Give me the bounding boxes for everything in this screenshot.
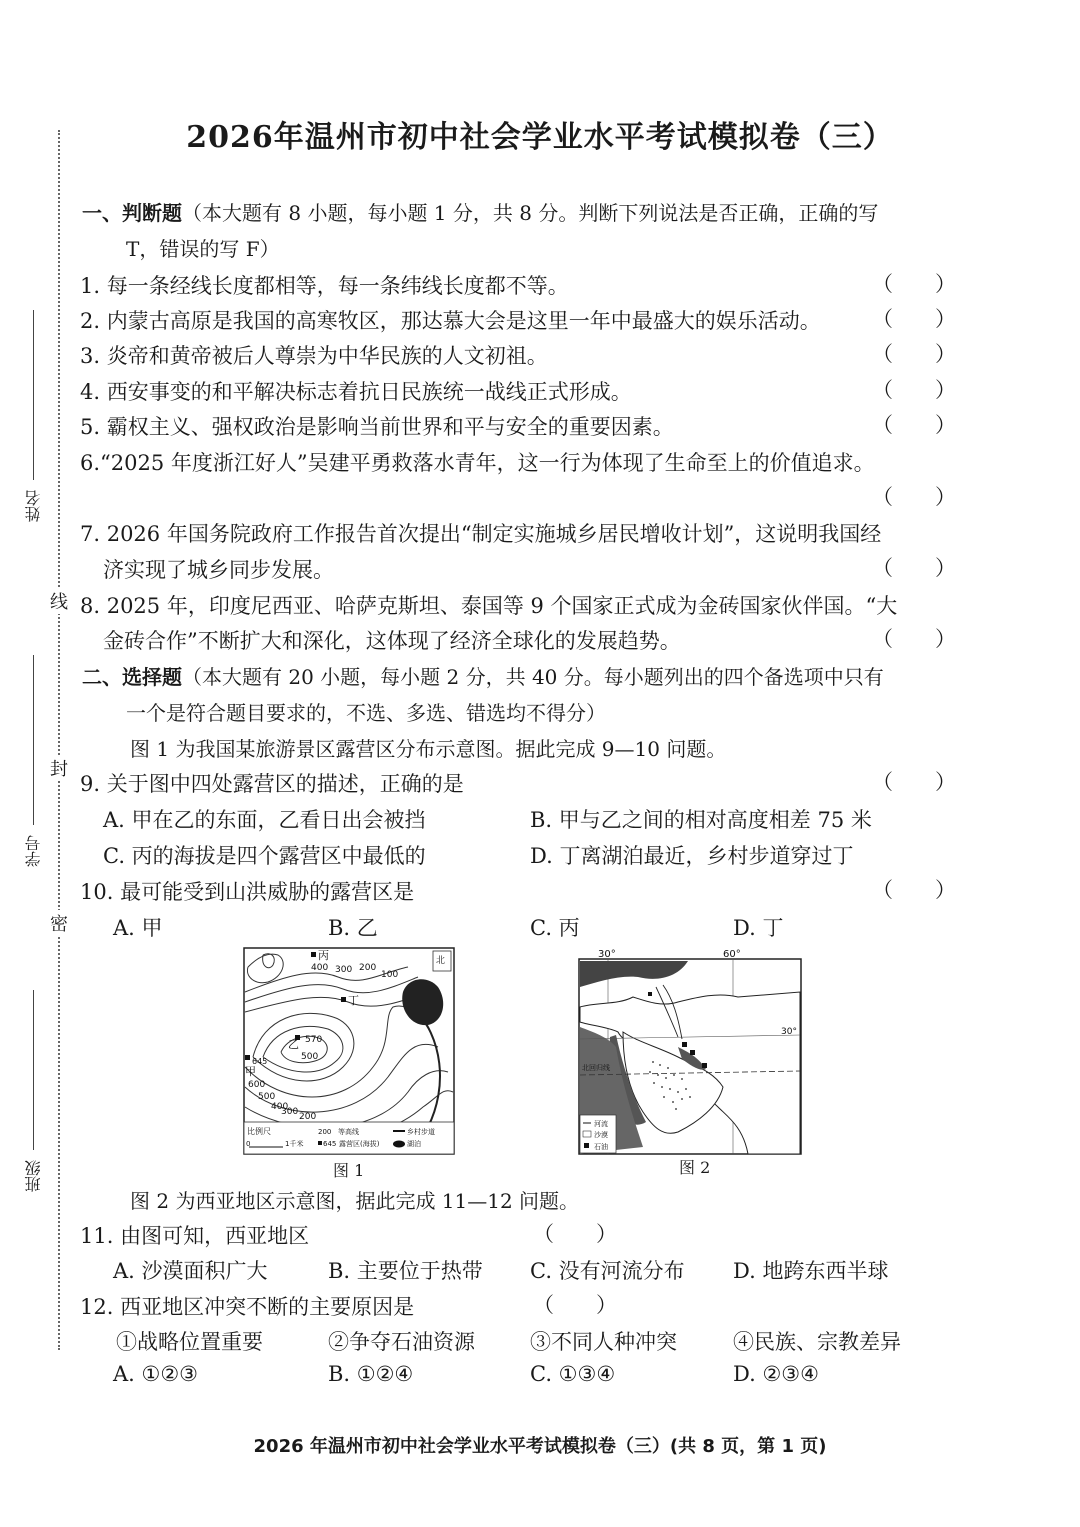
judge-item-6: 6.“2025 年度浙江好人”吴建平勇救落水青年，这一行为体现了生命至上的价值追求。 (80, 451, 875, 475)
fig2-lon-30: 30° (598, 949, 616, 960)
seal-mark-feng: 封 (50, 755, 68, 781)
q11-option-c[interactable]: C. 没有河流分布 (530, 1259, 685, 1283)
q12-statement-2: ②争夺石油资源 (328, 1330, 475, 1354)
q10-option-c[interactable]: C. 丙 (530, 916, 580, 940)
q11-stem: 11. 由图可知，西亚地区 (80, 1224, 310, 1248)
answer-blank-4[interactable]: （ ） (872, 378, 956, 402)
contour-label: 300 (281, 1107, 299, 1117)
q11-option-a[interactable]: A. 沙漠面积广大 (113, 1259, 268, 1283)
judge-item-5: 5. 霸权主义、强权政治是影响当前世界和平与安全的重要因素。 (80, 415, 674, 439)
q10-option-a[interactable]: A. 甲 (113, 916, 163, 940)
answer-blank-5[interactable]: （ ） (872, 413, 956, 437)
answer-blank-10[interactable]: （ ） (872, 878, 956, 902)
contour-label: 645 (252, 1057, 268, 1066)
intro-fig1: 图 1 为我国某旅游景区露营区分布示意图。据此完成 9—10 问题。 (130, 737, 727, 761)
contour-label: 500 (301, 1052, 319, 1062)
figure2-caption: 图 2 (679, 1158, 711, 1177)
q12-option-d[interactable]: D. ②③④ (733, 1362, 819, 1386)
fig2-lat-30: 30° (781, 1027, 797, 1037)
judge-item-4: 4. 西安事变的和平解决标志着抗日民族统一战线正式形成。 (80, 380, 632, 404)
q11-option-d[interactable]: D. 地跨东西半球 (733, 1259, 889, 1283)
fig1-legend-camp-val: 645 (323, 1140, 337, 1148)
q9-option-b[interactable]: B. 甲与乙之间的相对高度相差 75 米 (530, 808, 872, 832)
q9-option-c[interactable]: C. 丙的海拔是四个露营区中最低的 (103, 844, 426, 868)
class-label: 班级 (24, 1160, 43, 1192)
answer-blank-2[interactable]: （ ） (872, 307, 956, 331)
answer-blank-1[interactable]: （ ） (872, 272, 956, 296)
answer-blank-7[interactable]: （ ） (872, 556, 956, 580)
answer-blank-6[interactable]: （ ） (872, 485, 956, 509)
fig2-lon-60: 60° (723, 949, 741, 960)
section2-header (82, 661, 884, 690)
figure1-caption: 图 1 (333, 1161, 365, 1180)
section2-heading: 二、选择题 (82, 665, 182, 689)
figure1-contour-map (243, 947, 455, 1155)
q12-option-b[interactable]: B. ①②④ (328, 1362, 414, 1386)
fig1-label-ding: 丁 (348, 994, 359, 1007)
fig1-legend-scale: 比例尺 (247, 1127, 271, 1136)
page-footer: 2026 年温州市初中社会学业水平考试模拟卷（三）(共 8 页，第 1 页) (253, 1436, 827, 1457)
fig1-legend-lake: 湖泊 (407, 1140, 421, 1148)
q12-statement-4: ④民族、宗教差异 (733, 1330, 901, 1354)
fig1-legend-scale-1: 1千米 (285, 1140, 304, 1148)
contour-label: 500 (258, 1092, 276, 1102)
fig2-legend-oil: 石油 (594, 1143, 608, 1151)
contour-label: 200 (299, 1112, 317, 1122)
q10-option-b[interactable]: B. 乙 (328, 916, 378, 940)
fig2-legend-river: 河流 (594, 1120, 608, 1128)
judge-item-2: 2. 内蒙古高原是我国的高寒牧区，那达慕大会是这里一年中最盛大的娱乐活动。 (80, 309, 821, 333)
number-blank-line (33, 655, 34, 825)
fig1-label-bing: 丙 (318, 949, 329, 962)
section1-heading: 一、判断题 (82, 201, 182, 225)
contour-label: 200 (359, 963, 377, 973)
judge-item-3: 3. 炎帝和黄帝被后人尊崇为中华民族的人文初祖。 (80, 344, 548, 368)
contour-label: 100 (381, 970, 399, 980)
fig2-legend-desert: 沙漠 (594, 1131, 608, 1139)
fig2-tropic: 北回归线 (582, 1064, 610, 1072)
fig1-legend-contour-val: 200 (318, 1128, 332, 1136)
fig1-legend-contour: 等高线 (338, 1128, 359, 1136)
name-label: 姓名 (24, 490, 43, 522)
contour-label: 570 (305, 1035, 323, 1045)
q12-statement-1: ①战略位置重要 (116, 1330, 263, 1354)
name-blank-line (33, 310, 34, 480)
judge-item-7: 7. 2026 年国务院政府工作报告首次提出“制定实施城乡居民增收计划”，这说明我国经 (80, 522, 882, 546)
answer-blank-8[interactable]: （ ） (872, 627, 956, 651)
judge-item-1: 1. 每一条经线长度都相等，每一条纬线长度都不等。 (80, 274, 569, 298)
q12-option-a[interactable]: A. ①②③ (113, 1362, 198, 1386)
section2-desc-line1: （本大题有 20 小题，每小题 2 分，共 40 分。每小题列出的四个备选项中只有 (182, 665, 884, 689)
fig1-legend-scale-0: 0 (246, 1140, 251, 1148)
section2-desc-line2: 一个是符合题目要求的，不选、多选、错选均不得分） (126, 701, 606, 725)
answer-blank-9[interactable]: （ ） (872, 770, 956, 794)
contour-label: 600 (248, 1080, 266, 1090)
q12-stem: 12. 西亚地区冲突不断的主要原因是 (80, 1295, 415, 1319)
fig1-legend-camp: 露营区(海拔) (339, 1140, 380, 1148)
page-title: 2026年温州市初中社会学业水平考试模拟卷（三） (186, 120, 894, 155)
figure2-west-asia-map (578, 947, 802, 1155)
seal-mark-xian: 线 (50, 588, 68, 614)
section1-desc-line1: （本大题有 8 小题，每小题 1 分，共 8 分。判断下列说法是否正确，正确的写 (182, 201, 879, 225)
number-label: 学号 (24, 835, 43, 867)
class-blank-line (33, 990, 34, 1150)
contour-label: 400 (271, 1102, 289, 1112)
q11-option-b[interactable]: B. 主要位于热带 (328, 1259, 483, 1283)
judge-item-8-cont: 金砖合作”不断扩大和深化，这体现了经济全球化的发展趋势。 (103, 629, 681, 653)
answer-blank-12[interactable]: （ ） (533, 1293, 617, 1317)
fig1-label-jia: 甲 (245, 1065, 256, 1078)
judge-item-8: 8. 2025 年，印度尼西亚、哈萨克斯坦、泰国等 9 个国家正式成为金砖国家伙伴国。“大 (80, 594, 898, 618)
section1-desc-line2: T，错误的写 F） (126, 237, 280, 261)
contour-label: 400 (311, 963, 329, 973)
judge-item-7-cont: 济实现了城乡同步发展。 (103, 558, 334, 582)
section1-header (82, 197, 878, 226)
seal-mark-mi: 密 (50, 910, 68, 936)
intro-fig2: 图 2 为西亚地区示意图，据此完成 11—12 问题。 (130, 1189, 580, 1213)
contour-label: 300 (335, 965, 353, 975)
fig1-north: 北 (436, 956, 446, 966)
q9-option-d[interactable]: D. 丁离湖泊最近，乡村步道穿过丁 (530, 844, 854, 868)
fig1-label-yi: 乙 (288, 1038, 299, 1051)
fig1-legend-trail: 乡村步道 (407, 1128, 435, 1136)
binding-dotted-line (58, 130, 60, 1350)
q12-statement-3: ③不同人种冲突 (530, 1330, 677, 1354)
q9-stem: 9. 关于图中四处露营区的描述，正确的是 (80, 772, 464, 796)
answer-blank-11[interactable]: （ ） (533, 1222, 617, 1246)
q12-option-c[interactable]: C. ①③④ (530, 1362, 616, 1386)
q10-option-d[interactable]: D. 丁 (733, 916, 784, 940)
answer-blank-3[interactable]: （ ） (872, 342, 956, 366)
q10-stem: 10. 最可能受到山洪威胁的露营区是 (80, 880, 415, 904)
q9-option-a[interactable]: A. 甲在乙的东面，乙看日出会被挡 (103, 808, 426, 832)
